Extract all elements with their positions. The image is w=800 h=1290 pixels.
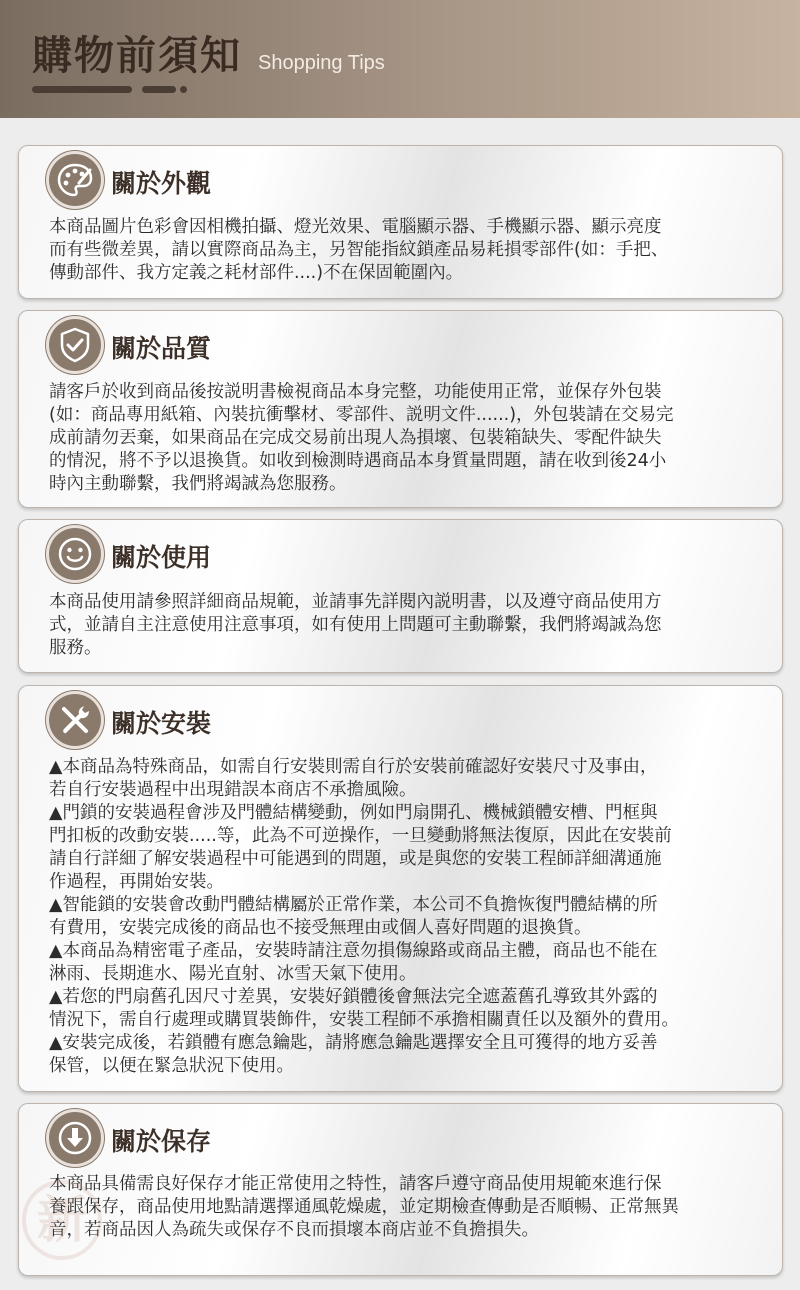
section-title: 關於品質	[111, 334, 212, 363]
section-body: 本商品使用請參照詳細商品規範，並請事先詳閱內説明書，以及遵守商品使用方 式，並請自主注意使用注意事項，如有使用上問題可主動聯繫，我們將竭誠為您 服務。	[49, 592, 662, 658]
section-body: ▲本商品為特殊商品，如需自行安裝則需自行於安裝前確認好安裝尺寸及事由， 若自行安裝過程中出現錯誤本商店不承擔風險。 ▲門鎖的安裝過程會涉及門體結構變動，例如門扇開孔、機械鎖體安槽、門框與 門扣板的改動安裝.....等，此為不可逆操作，一旦變動將無法復原，因此在安裝前 請自行詳細了解安裝過程中可能遇到的問題，或是與您的安裝工程師詳細溝通施 作過程，再開始安裝。 ▲智能鎖的安裝會改動門體結構屬於正常作業，本公司不負擔恢復門體結構的所 有費用，安裝完成後的商品也不接受無理由或個人喜好問題的退換貨。 ▲本商品為精密電子產品，安裝時請注意勿損傷線路或商品主體，商品也不能在 淋雨、長期進水、陽光直射、冰雪天氣下使用。 ▲若您的門扇舊孔因尺寸差異，安裝好鎖體後會無法完全遮蓋舊孔導致其外露的 情況下，需自行處理或購買裝飾件，安裝工程師不承擔相關責任以及額外的費用。 ▲安裝完成後，若鎖體有應急鑰匙，請將應急鑰匙選擇安全且可獲得的地方妥善 保管，以便在緊急狀況下使用。	[49, 757, 679, 1076]
palette-icon	[49, 154, 101, 206]
section-body: 本商品具備需良好保存才能正常使用之特性，請客戶遵守商品使用規範來進行保 養跟保存，商品使用地點請選擇通風乾燥處，並定期檢查傳動是否順暢、正常無異 音，若商品因人為疏失或保存不良而損壞本商店並不負擔損失。	[49, 1174, 679, 1240]
section-card-usage	[18, 519, 783, 673]
download-arrow-icon	[49, 1112, 101, 1164]
page-title: 購物前須知	[32, 33, 242, 79]
decorative-bar	[142, 86, 176, 93]
section-card-storage	[18, 1103, 783, 1276]
section-card-installation	[18, 685, 783, 1092]
section-card-appearance	[18, 145, 783, 299]
decorative-dot	[180, 86, 187, 93]
section-body: 請客戶於收到商品後按説明書檢視商品本身完整，功能使用正常，並保存外包裝 (如：商品專用紙箱、內裝抗衝擊材、零部件、説明文件......)，外包裝請在交易完 成前請勿丟棄，如果商品在完成交易前出現人為損壞、包裝箱缺失、零配件缺失 的情況，將不予以退換貨。如收到檢測時遇商品本身質量問題，請在收到後24小 時內主動聯繫，我們將竭誠為您服務。	[49, 382, 674, 494]
watermark-seal: 新	[22, 1180, 102, 1260]
shield-check-icon	[49, 319, 101, 371]
tools-icon	[49, 694, 101, 746]
section-title: 關於保存	[111, 1127, 212, 1156]
decorative-bar	[32, 86, 132, 93]
section-title: 關於使用	[111, 543, 212, 572]
section-body: 本商品圖片色彩會因相機拍攝、燈光效果、電腦顯示器、手機顯示器、顯示亮度 而有些微差異，請以實際商品為主，另智能指紋鎖產品易耗損零部件(如：手把、 傳動部件、我方定義之耗材部件....)不在保固範圍內。	[49, 217, 669, 283]
page-subtitle: Shopping Tips	[258, 52, 385, 74]
header-banner	[0, 0, 800, 118]
section-title: 關於安裝	[111, 709, 212, 738]
section-title: 關於外觀	[111, 169, 212, 198]
smiley-icon	[49, 528, 101, 580]
section-card-quality	[18, 310, 783, 508]
